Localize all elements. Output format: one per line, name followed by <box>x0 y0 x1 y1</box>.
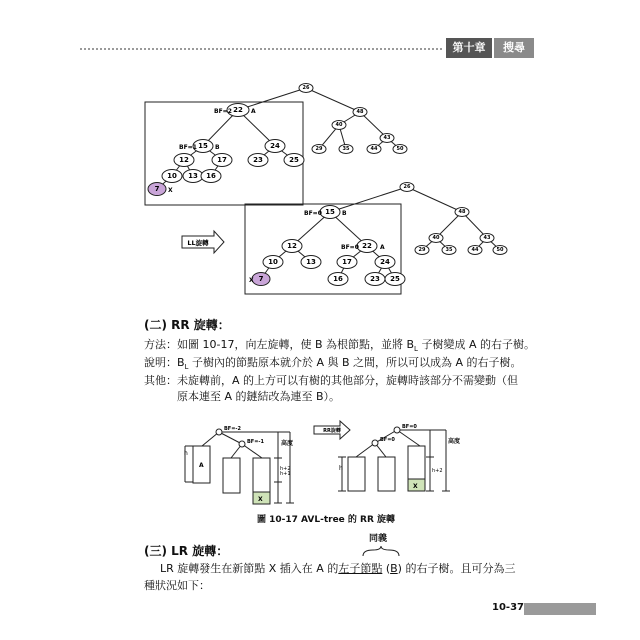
tree2-tag-x: X <box>249 277 254 284</box>
tree1-node: 16 <box>206 172 216 180</box>
tree1-node: 17 <box>217 156 227 164</box>
tree1-node: 43 <box>383 135 391 141</box>
tree2-node: 17 <box>342 258 352 266</box>
tree1-node: 29 <box>315 146 323 152</box>
rr-other-text: 未旋轉前，A 的上方可以有樹的其他部分，旋轉時該部分不需變動（但 <box>177 374 519 387</box>
lr-underline-2: B <box>390 562 398 575</box>
figure-caption: 圖 10-17 AVL-tree 的 RR 旋轉 <box>257 515 396 525</box>
rr-height-label: 高度 <box>281 440 294 447</box>
rr-x-right: X <box>413 483 418 490</box>
tree1-nodes <box>148 84 407 196</box>
rr-height-label-right: 高度 <box>448 438 461 445</box>
tree1-node: 13 <box>188 172 198 180</box>
tree2-nodes <box>252 183 507 286</box>
tree2-node: 16 <box>333 275 343 283</box>
rr-other-label: 其他： <box>144 374 177 387</box>
tree1-node: 23 <box>253 156 263 164</box>
rr-explain-sub: L <box>184 363 189 372</box>
lr-line-2: 種狀況如下： <box>144 579 210 592</box>
tree1-node: 12 <box>179 156 189 164</box>
tree2-node: 43 <box>483 235 491 241</box>
tree2-bf-b: BF=0 <box>304 210 322 217</box>
tree2-node: 23 <box>370 275 380 283</box>
rr-x-left: X <box>258 496 263 503</box>
tree1-node: 24 <box>270 142 280 150</box>
tree1-tag-a: A <box>251 108 256 115</box>
tree2-node: 40 <box>432 235 440 241</box>
rr-figure <box>185 421 450 504</box>
rr-method-text: 如圖 10-17，向左旋轉，使 B 為根節點，並將 B <box>177 338 415 351</box>
tree2-node: 25 <box>390 275 400 283</box>
page-number: 10-37 <box>492 602 524 613</box>
tree1-tag-x: X <box>168 187 173 194</box>
lr-text-b: ( <box>382 562 391 575</box>
rr-explain-label: 說明： <box>144 356 177 369</box>
rr-h2-right: h+2 <box>432 468 443 474</box>
tree2-node-a: 22 <box>362 242 372 250</box>
tree1-bf-b: BF=1 <box>179 144 197 151</box>
chapter-tab: 第十章 <box>446 38 492 58</box>
rr-explain-rest: 子樹內的節點原本就介於 A 與 B 之間，所以可以成為 A 的右子樹。 <box>188 356 522 369</box>
lr-underline-1: 左子節點 <box>338 562 383 575</box>
tree1-bf-a: BF=2 <box>214 108 232 115</box>
section-tab: 搜尋 <box>494 38 534 58</box>
tree2-node: 24 <box>380 258 390 266</box>
lr-heading: (三) LR 旋轉： <box>144 544 229 558</box>
rr-other-line <box>144 373 518 389</box>
rr-bf-a: BF=-2 <box>224 426 241 432</box>
page-number-bar <box>524 603 596 615</box>
tree2-node: 44 <box>471 247 479 253</box>
tree1-node: 25 <box>289 156 299 164</box>
rr-method-rest: 子樹變成 A 的右子樹。 <box>417 338 535 351</box>
lr-line-1 <box>160 561 515 577</box>
tree2-bf-a: BF=0 <box>341 244 359 251</box>
tree1-node: 44 <box>370 146 378 152</box>
tree1-node: 40 <box>335 122 343 128</box>
tree1-node: 10 <box>167 172 177 180</box>
rr-method-label: 方法： <box>144 338 177 351</box>
rr-arrow-label: RR旋轉 <box>323 428 341 434</box>
rr-h2: h+2 <box>280 466 291 472</box>
rr-h1: h+1 <box>280 471 291 477</box>
tree2-node: 10 <box>268 258 278 266</box>
lr-text-a: LR 旋轉發生在新節點 X 插入在 A 的 <box>160 562 339 575</box>
rr-other-line-2: 原本連至 A 的鏈結改為連至 B）。 <box>177 390 341 403</box>
tree2-tag-a: A <box>380 244 385 251</box>
tree1-node: 48 <box>356 109 364 115</box>
ll-arrow <box>182 231 224 253</box>
tree2-node: 13 <box>306 258 316 266</box>
rr-method-sub: L <box>414 345 418 354</box>
tree2-node-new: 7 <box>258 275 264 283</box>
tree2-node: 26 <box>403 184 411 190</box>
tree1-node: 50 <box>396 146 404 152</box>
lr-text-c: ) 的右子樹。且可分為三 <box>397 562 516 575</box>
rr-bf0-b: BF=0 <box>380 437 395 443</box>
rr-bf-b: BF=-1 <box>247 439 264 445</box>
rr-subtree-al: A <box>199 462 204 469</box>
tree2-tag-b: B <box>342 210 347 217</box>
tree2-node: 48 <box>458 209 466 215</box>
rr-explain-text: B <box>177 356 185 369</box>
tree2-node: 29 <box>418 247 426 253</box>
tree1-node-a: 22 <box>233 106 243 114</box>
tree1-node-b: 15 <box>198 142 208 150</box>
tree2-node: 12 <box>287 242 297 250</box>
tree1-node: 26 <box>302 85 310 91</box>
rr-bf0-a: BF=0 <box>402 424 417 430</box>
tree2-node: 35 <box>445 247 453 253</box>
synonym-label: 同義 <box>369 534 388 544</box>
tree1-node-new: 7 <box>154 185 160 193</box>
rr-heading: (二) RR 旋轉： <box>144 318 230 332</box>
ll-arrow-label: LL旋轉 <box>187 239 209 247</box>
synonym-brace <box>363 546 399 556</box>
tree2-node: 50 <box>496 247 504 253</box>
rr-h-right: h <box>339 465 343 472</box>
tree1-node: 35 <box>342 146 350 152</box>
tree2-node-b: 15 <box>325 208 335 216</box>
rr-h-left: h <box>184 450 188 457</box>
tree1-tag-b: B <box>215 144 220 151</box>
